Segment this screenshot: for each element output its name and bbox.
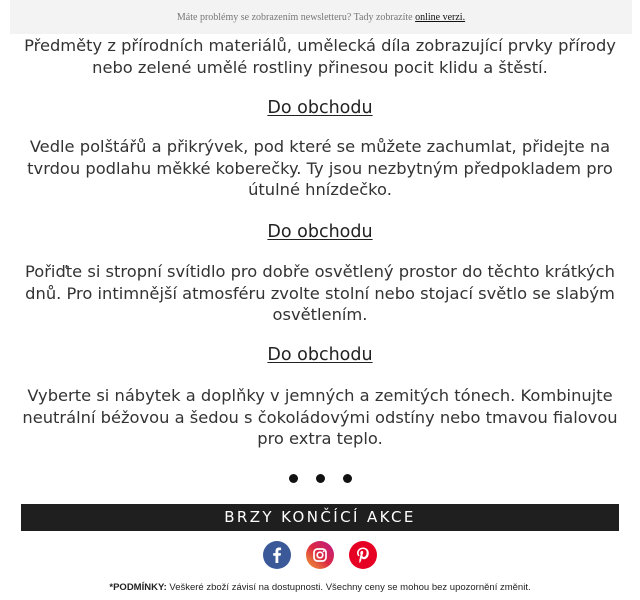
preheader-text: Máte problémy se zobrazením newsletteru? Tady zobrazíte — [176, 12, 416, 23]
dot — [289, 474, 298, 483]
pinterest-icon[interactable] — [349, 541, 377, 569]
dot — [316, 474, 325, 483]
shop-link-2[interactable]: Do obchodu — [267, 222, 373, 242]
terms-label: *PODMÍNKY: — [109, 582, 167, 593]
paragraph-natural-materials: Předměty z přírodních materiálů, umělecká díla zobrazující prvky přírody nebo zelené umělé rostliny přinesou pocit klidu a štěstí. — [24, 36, 616, 77]
ending-sale-banner[interactable]: BRZY KONČÍCÍ AKCE — [21, 504, 619, 531]
online-version-link[interactable]: online verzi. — [415, 12, 466, 23]
dot — [343, 474, 352, 483]
paragraph-rugs: Vedle polštářů a přikrývek, pod které se můžete zachumlat, přidejte na tvrdou podlahu měkké koberečky. Ty jsou nezbytným předpokladem pro útulné hnízdečko. — [27, 137, 613, 199]
dots-divider — [0, 468, 640, 484]
shop-link-1[interactable]: Do obchodu — [267, 98, 373, 118]
facebook-icon[interactable] — [263, 541, 291, 569]
instagram-icon[interactable] — [306, 541, 334, 569]
paragraph-furniture: Vyberte si nábytek a doplňky v jemných a zemitých tónech. Kombinujte neutrální béžovou a šedou s čokoládovými odstíny nebo tmavou fialovou pro extra teplo. — [22, 386, 618, 448]
terms-text: Veškeré zboží závisí na dostupnosti. Všechny ceny se mohou bez upozornění změnit. — [166, 582, 531, 593]
preheader-bar — [10, 0, 632, 34]
shop-link-3[interactable]: Do obchodu — [267, 345, 373, 365]
terms-note — [0, 582, 640, 593]
social-links — [0, 541, 640, 571]
paragraph-lighting: Pořiďte si stropní svítidlo pro dobře osvětlený prostor do těchto krátkých dnů. Pro intimnější atmosféru zvolte stolní nebo stojací světlo se slabým osvětlením. — [25, 262, 615, 324]
